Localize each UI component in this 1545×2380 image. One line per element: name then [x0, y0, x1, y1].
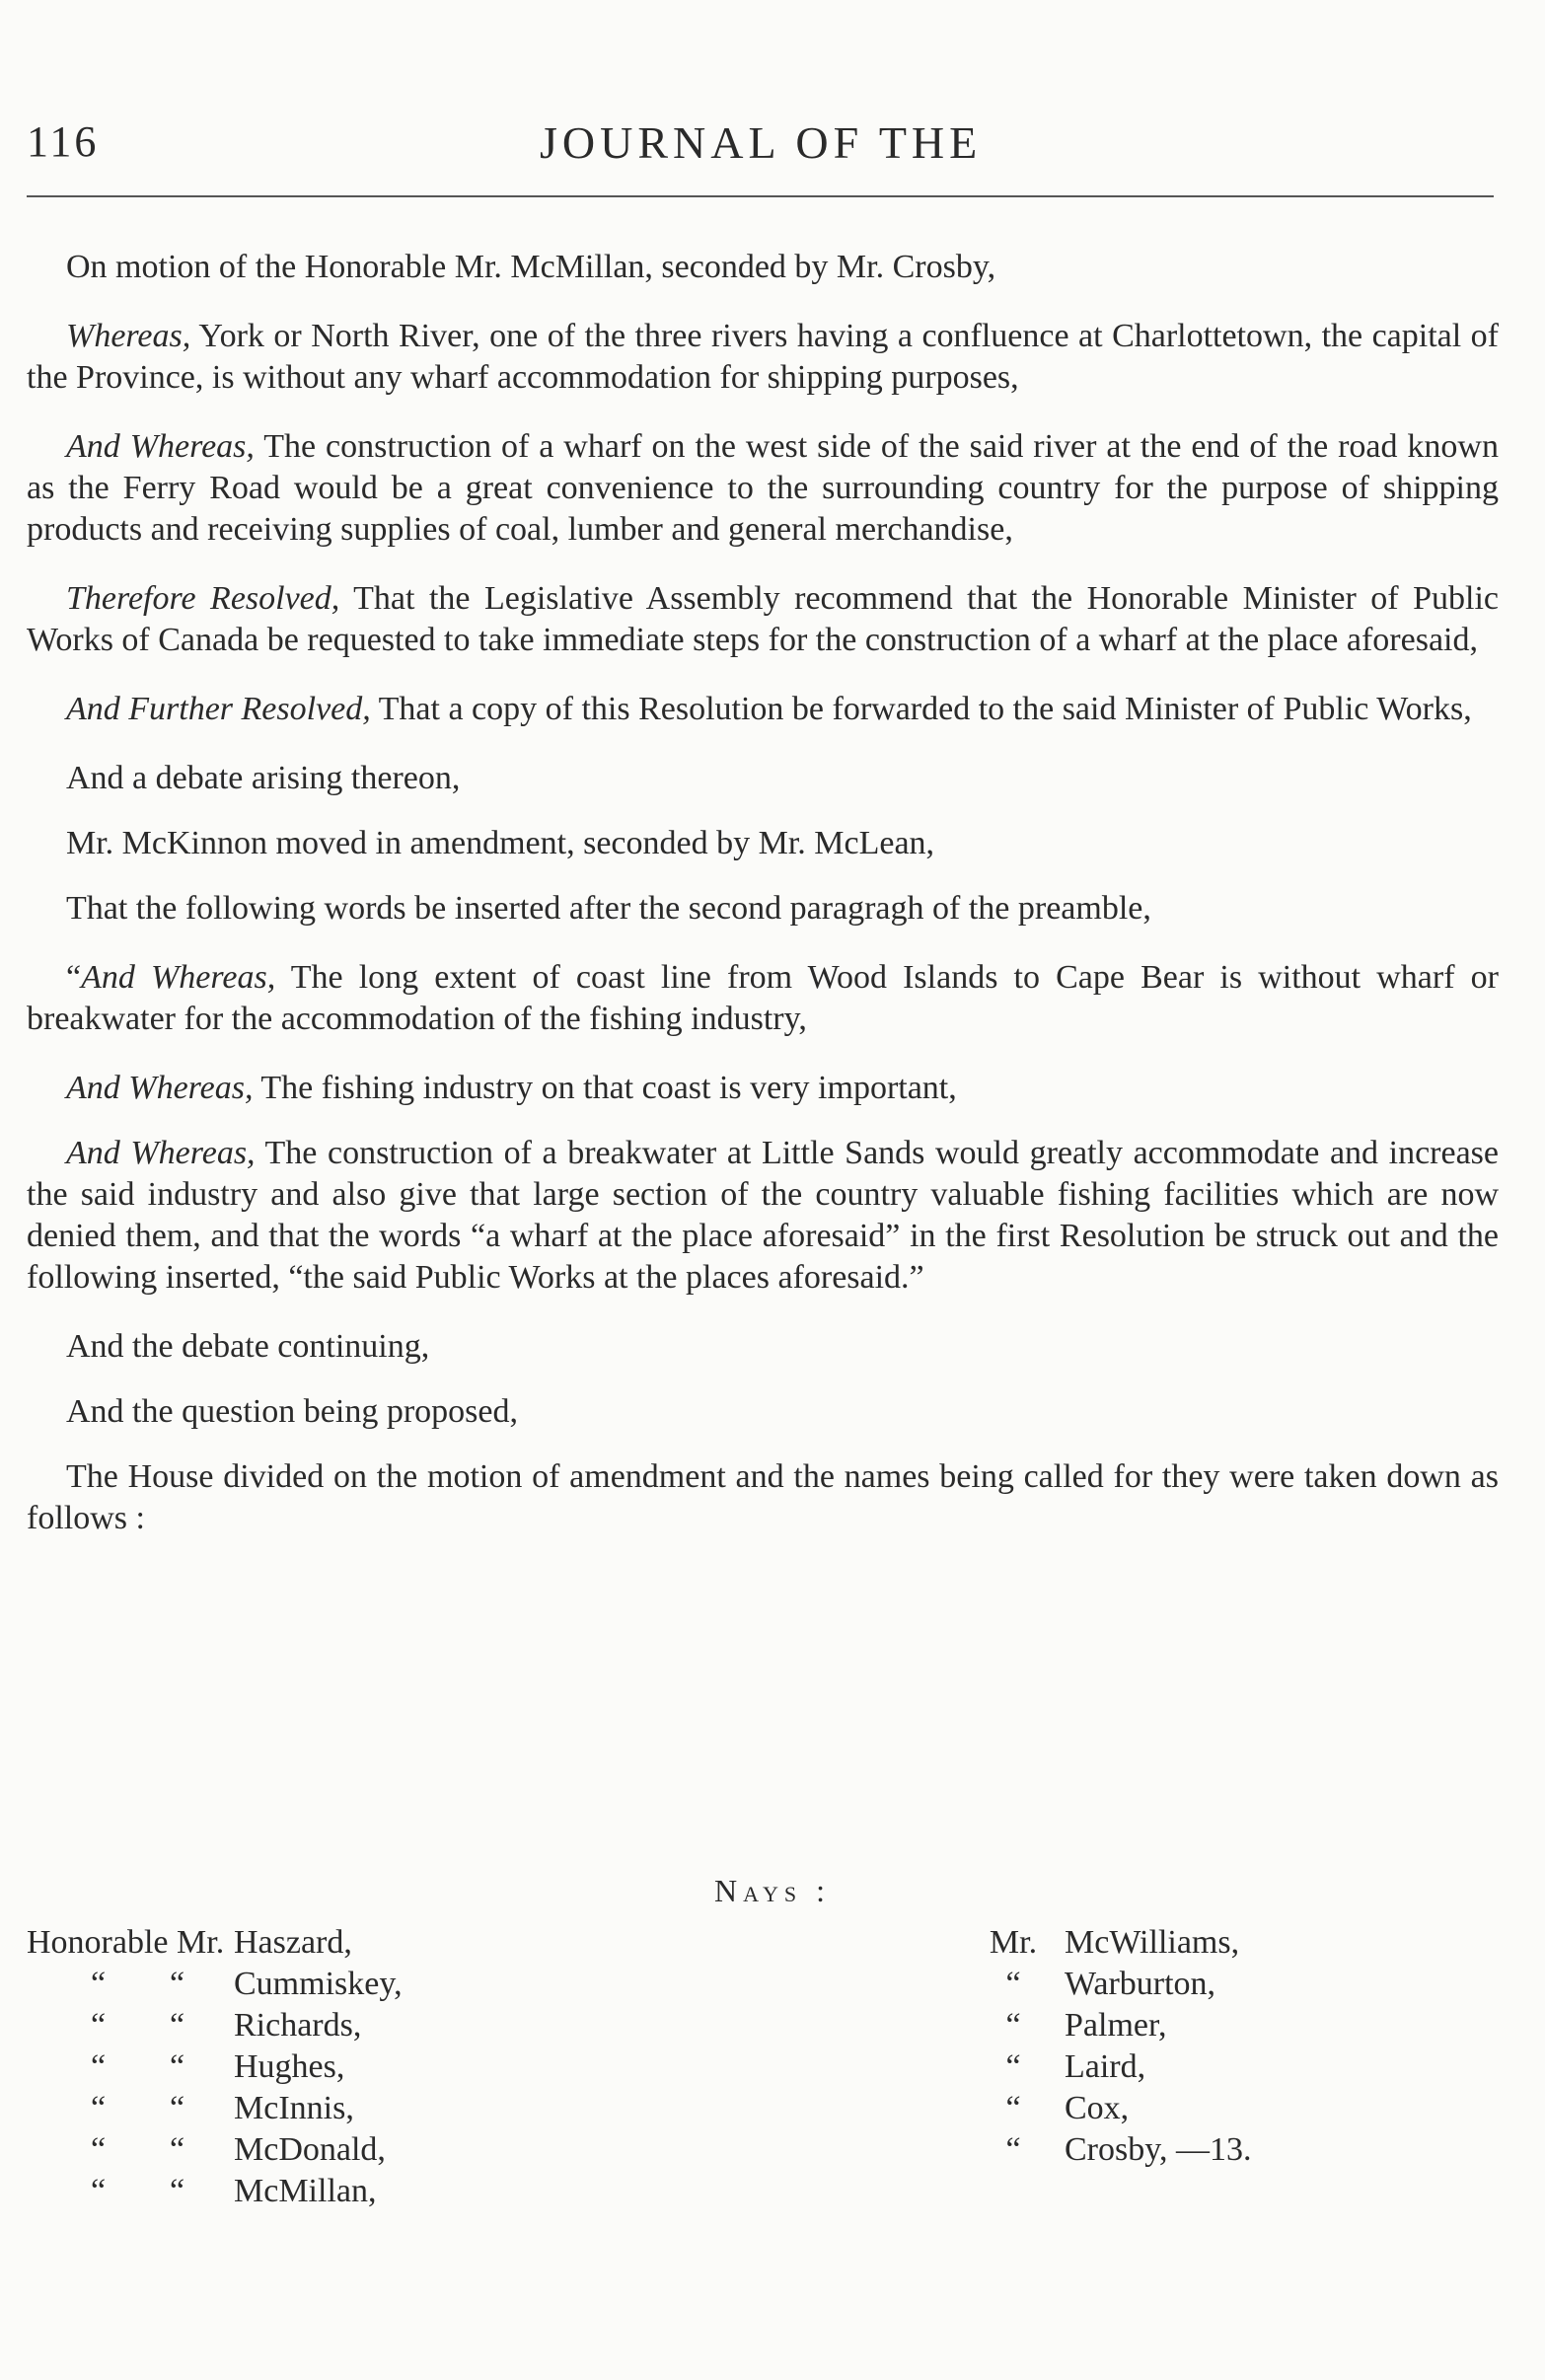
member-name: Haszard,: [234, 1924, 352, 1961]
member-name: Hughes,: [234, 2048, 345, 2085]
member-name: McDonald,: [234, 2131, 386, 2168]
insertion-text: That the following words be inserted after the second paragragh of the preamble,: [66, 890, 1151, 927]
ditto-mark: “: [90, 2007, 107, 2044]
debate-continuing-text: And the debate continuing,: [66, 1328, 430, 1365]
ditto-mark: “: [1005, 2090, 1021, 2126]
ditto-marks: [27, 2129, 224, 2171]
motion-paragraph: [27, 247, 1499, 288]
member-name: Laird,: [1065, 2048, 1146, 2085]
member-name: Warburton,: [1065, 1966, 1216, 2002]
name-row: [972, 1922, 1252, 1964]
title-honorable: Honorable: [27, 1924, 169, 1961]
ditto-marks: [27, 2005, 224, 2046]
whereas-lead: Whereas,: [66, 318, 191, 354]
title-mr: Mr.: [177, 1924, 225, 1961]
running-head: JOURNAL OF THE: [540, 117, 983, 168]
ditto-mark: “: [1005, 2048, 1021, 2085]
name-row: [972, 2046, 1252, 2088]
name-row: [27, 2046, 403, 2088]
ditto-mark: “: [90, 2173, 107, 2209]
nays-left-column: [27, 1922, 403, 2212]
nays-heading-text: Nays :: [714, 1873, 831, 1908]
question-text: And the question being proposed,: [66, 1393, 518, 1430]
member-name: Cummiskey,: [234, 1966, 403, 2002]
name-prefix: [27, 1922, 224, 1964]
member-name: Cox,: [1065, 2090, 1130, 2126]
name-row: [972, 2005, 1252, 2046]
and-whereas-text: The construction of a wharf on the west side of the said river at the end of the road known as the Ferry Road would be a great convenience to the surrounding country for the purpose of shipping products and receiving supplies of coal, lumber and general merchandise,: [27, 428, 1499, 548]
quoted-whereas-3: [27, 1133, 1499, 1299]
ditto-mark: “: [170, 2090, 185, 2126]
ditto-mark: “: [90, 1966, 107, 2002]
ditto-mark: “: [170, 2048, 185, 2085]
further-resolved-text: That a copy of this Resolution be forwarded to the said Minister of Public Works,: [370, 691, 1472, 727]
ditto-marks: [27, 2088, 224, 2129]
member-name: McMillan,: [234, 2173, 377, 2209]
name-row: [27, 1922, 403, 1964]
quoted-text-3: The construction of a breakwater at Little Sands would greatly accommodate and increase the said industry and also give that large section of the country valuable fishing facilities which are now denied them, and that the words “a wharf at the place aforesaid” in the first Resolution be struck out and the following inserted, “the said Public Works at the places aforesaid.”: [27, 1135, 1499, 1296]
member-name: Richards,: [234, 2007, 362, 2044]
debate-continuing-paragraph: [27, 1326, 1499, 1368]
quoted-lead-3: And Whereas,: [66, 1135, 256, 1171]
resolved-text: That the Legislative Assembly recommend that the Honorable Minister of Public Works of Canada be requested to take immediate steps for the construction of a wharf at the place aforesaid,: [27, 580, 1499, 658]
open-quote: “: [66, 959, 82, 996]
ditto-marks: [27, 1964, 224, 2005]
ditto-mark: “: [90, 2090, 107, 2126]
quoted-whereas-2: [27, 1068, 1499, 1109]
name-row: [27, 2088, 403, 2129]
ditto-mark: “: [170, 1966, 185, 2002]
nays-heading: [0, 1873, 1545, 1909]
header-rule: [27, 195, 1494, 197]
quoted-text-2: The fishing industry on that coast is very important,: [253, 1070, 957, 1106]
further-resolved-lead: And Further Resolved,: [66, 691, 371, 727]
whereas-paragraph-1: [27, 316, 1499, 399]
page-header: [27, 109, 1506, 178]
name-row: [27, 2129, 403, 2171]
ditto-mark: “: [170, 2131, 185, 2168]
quoted-lead-2: And Whereas,: [66, 1070, 254, 1106]
whereas-text: York or North River, one of the three rivers having a confluence at Charlottetown, the capital of the Province, is without any wharf accommodation for shipping purposes,: [27, 318, 1499, 396]
nays-right-column: [972, 1922, 1252, 2171]
and-whereas-lead: And Whereas,: [66, 428, 255, 465]
quoted-lead-1: And Whereas,: [81, 959, 276, 996]
ditto-mark: “: [1005, 2007, 1021, 2044]
name-row: [972, 1964, 1252, 2005]
name-row: [972, 2088, 1252, 2129]
resolved-lead: Therefore Resolved,: [66, 580, 340, 617]
member-name: Crosby, —13.: [1065, 2131, 1252, 2168]
debate-paragraph: [27, 758, 1499, 799]
division-text: The House divided on the motion of amendment and the names being called for they were taken down as follows :: [27, 1458, 1499, 1536]
further-resolved-paragraph: [27, 689, 1499, 730]
resolved-paragraph: [27, 578, 1499, 661]
ditto-marks: [27, 2171, 224, 2212]
page-number: 116: [27, 117, 100, 166]
ditto-mark: “: [170, 2007, 185, 2044]
name-row: [972, 2129, 1252, 2171]
member-name: McInnis,: [234, 2090, 354, 2126]
whereas-paragraph-2: [27, 426, 1499, 551]
name-row: [27, 1964, 403, 2005]
amendment-text: Mr. McKinnon moved in amendment, seconded by Mr. McLean,: [66, 825, 935, 861]
motion-text: On motion of the Honorable Mr. McMillan, seconded by Mr. Crosby,: [66, 249, 996, 285]
ditto-mark: “: [1005, 2131, 1021, 2168]
quoted-whereas-1: [27, 957, 1499, 1040]
member-name: Palmer,: [1065, 2007, 1167, 2044]
title-mr: Mr.: [989, 1924, 1038, 1961]
name-row: [27, 2005, 403, 2046]
ditto-marks: [27, 2046, 224, 2088]
quoted-text-1: The long extent of coast line from Wood Islands to Cape Bear is without wharf or breakwater for the accommodation of the fishing industry,: [27, 959, 1499, 1037]
page-body: [27, 247, 1499, 1567]
division-paragraph: [27, 1456, 1499, 1539]
debate-text: And a debate arising thereon,: [66, 760, 461, 796]
ditto-mark: “: [170, 2173, 185, 2209]
amendment-paragraph: [27, 823, 1499, 864]
member-name: McWilliams,: [1065, 1924, 1240, 1961]
question-paragraph: [27, 1391, 1499, 1433]
insertion-paragraph: [27, 888, 1499, 930]
ditto-mark: “: [90, 2131, 107, 2168]
ditto-mark: “: [1005, 1966, 1021, 2002]
ditto-mark: “: [90, 2048, 107, 2085]
name-row: [27, 2171, 403, 2212]
